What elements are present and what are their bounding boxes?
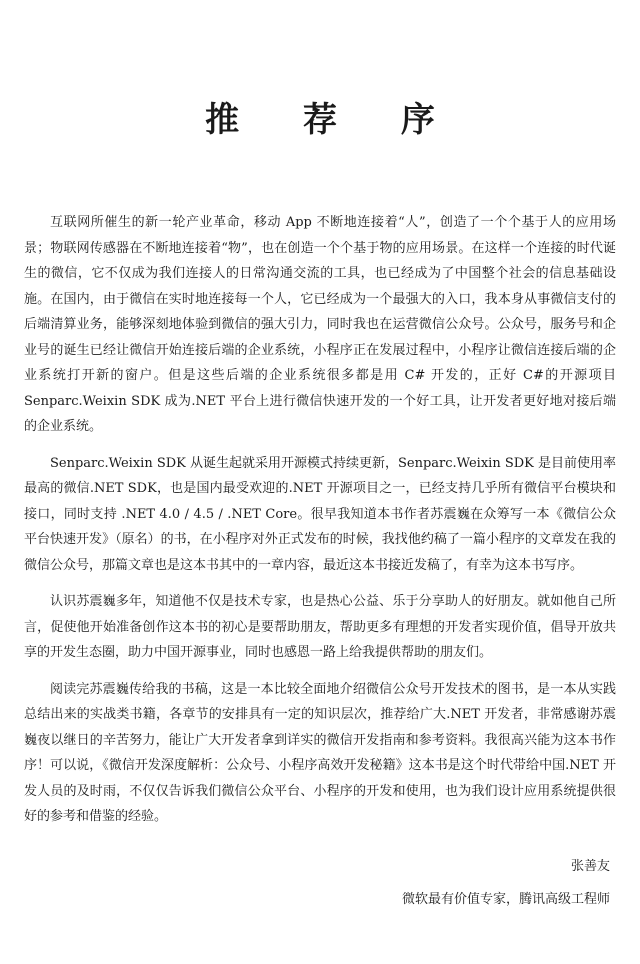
author-name: 张善友 <box>570 859 610 874</box>
signature-block <box>402 850 610 916</box>
paragraph: 互联网所催生的新一轮产业革命，移动 App 不断地连接着“人”，创造了一个个基于人的应用场景；物联网传感器在不断地连接着“物”，也在创造一个个基于物的应用场景。在这样一个连接的时代诞生的微信，它不仅成为我们连接人的日常沟通交流的工具，也已经成为了中国整个社会的信息基础设施。在国内，由于微信在实时地连接每一个人，它已经成为一个最强大的入口，我本身从事微信支付的后端清算业务，能够深刻地体验到微信的强大引力，同时我也在运营微信公众号。公众号，服务号和企业号的诞生已经让微信开始连接后端的企业系统，小程序正在发展过程中，小程序让微信连接后端的企业系统打开新的窗户。但是这些后端的企业系统很多都是用 C# 开发的，正好 C#的开源项目 Senparc.Weixin SDK 成为.NET 平台上进行微信快速开发的一个好工具，让开发者更好地对接后端的企业系统。 <box>24 215 616 434</box>
author-affiliation: 微软最有价值专家，腾讯高级工程师 <box>401 892 610 907</box>
paragraph: 阅读完苏震巍传给我的书稿，这是一本比较全面地介绍微信公众号开发技术的图书，是一本从实践总结出来的实战类书籍，各章节的安排具有一定的知识层次，推荐给广大.NET 开发者，非常感谢苏震巍夜以继日的辛苦努力，能让广大开发者拿到详实的微信开发指南和参考资料。我很高兴能为这本书作序！可以说，《微信开发深度解析：公众号、小程序高效开发秘籍》这本书是这个时代带给中国.NET 开发人员的及时雨，不仅仅告诉我们微信公众平台、小程序的开发和使用，也为我们设计应用系统提供很好的参考和借鉴的经验。 <box>24 681 616 824</box>
page-title: 推 荐 序 <box>205 100 461 140</box>
paragraph: 认识苏震巍多年，知道他不仅是技术专家，也是热心公益、乐于分享助人的好朋友。就如他自己所言，促使他开始准备创作这本书的初心是要帮助朋友，帮助更多有理想的开发者实现价值，倡导开放共享的开发生态圈，助力中国开源事业，同时也感恩一路上给我提供帮助的朋友们。 <box>24 594 616 660</box>
foreword-body <box>24 210 616 841</box>
paragraph: Senparc.Weixin SDK 从诞生起就采用开源模式持续更新，Senparc.Weixin SDK 是目前使用率最高的微信.NET SDK，也是国内最受欢迎的.NET 开源项目之一，已经支持几乎所有微信平台模块和接口，同时支持 .NET 4.0 / 4.5 / .NET Core。很早我知道本书作者苏震巍在众筹写一本《微信公众平台快速开发》（原名）的书，在小程序对外正式发布的时候，我找他约稿了一篇小程序的文章发在我的微信公众号，那篇文章也是这本书其中的一章内容，最近这本书接近发稿了，有幸为这本书写序。 <box>24 455 616 573</box>
